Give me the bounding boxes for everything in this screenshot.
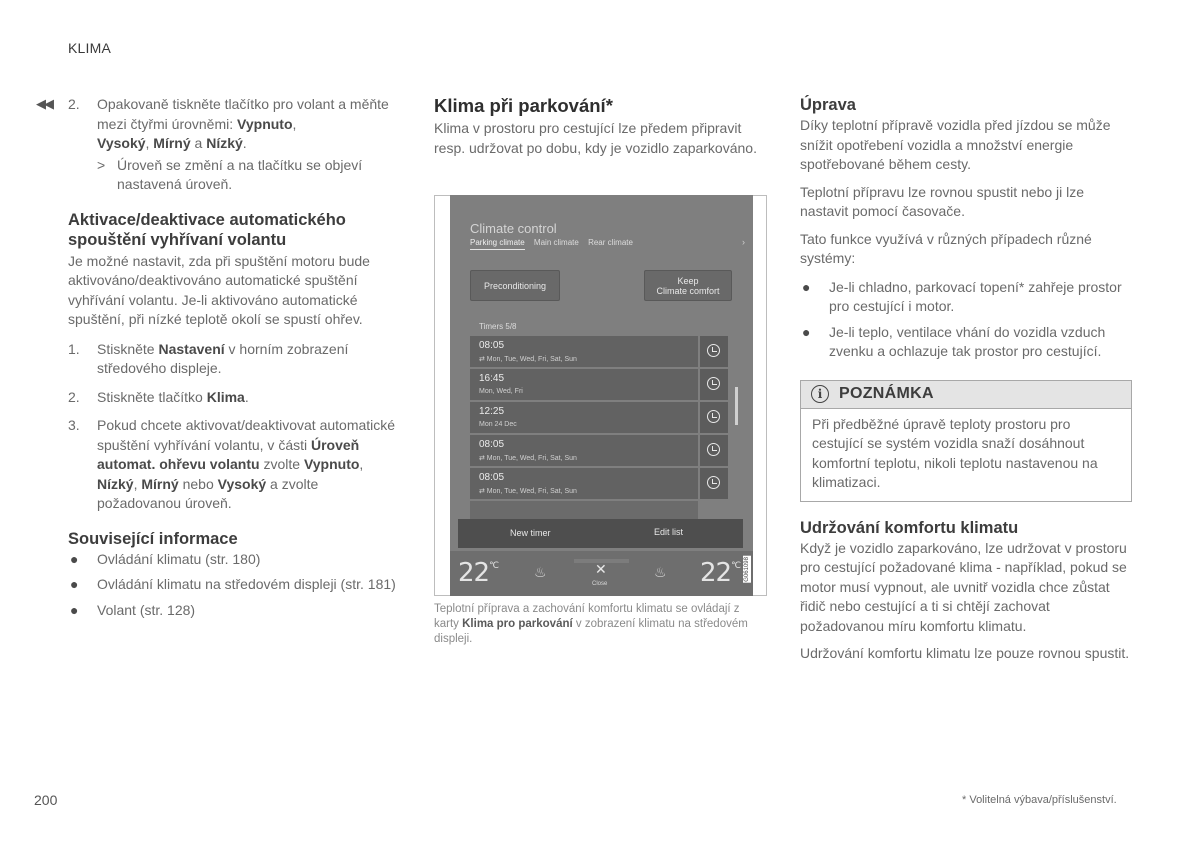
timer-row[interactable]	[470, 435, 698, 466]
option-label: Vysoký	[217, 475, 267, 492]
timer-days: ⇄ Mon, Tue, Wed, Fri, Sat, Sun	[479, 455, 577, 462]
step-number: 3.	[68, 417, 80, 433]
step-text: .	[244, 388, 249, 405]
bullet-icon: ●	[802, 323, 811, 340]
timer-toggle-button[interactable]	[700, 336, 728, 367]
option-label: Vypnuto	[303, 456, 360, 472]
option-label: Mírný	[153, 135, 191, 151]
tab-main-climate[interactable]: Main climate	[533, 238, 579, 247]
step-text: Stiskněte tlačítko	[97, 388, 207, 405]
step-text: v horním zobrazení středového displeje.	[97, 340, 349, 376]
close-label: Close	[592, 581, 608, 587]
option-label: Nízký	[97, 475, 134, 492]
info-icon: i	[811, 385, 829, 403]
separator: nebo	[178, 475, 218, 492]
timer-clock-icon	[707, 410, 720, 423]
timer-clock-icon	[707, 476, 720, 489]
screen-tabs	[470, 238, 640, 247]
related-link[interactable]	[68, 575, 398, 595]
caption-text: Teplotní příprava a zachování komfortu klimatu se ovládají z karty	[434, 603, 740, 630]
temp-unit: °C	[489, 561, 498, 571]
option-label: Nízký	[206, 135, 243, 151]
step-3	[68, 416, 398, 514]
center-display-screenshot	[450, 195, 753, 596]
temp-unit: °C	[731, 561, 740, 571]
note-text: Při předběžné úpravě teploty prostoru pro cestující se systém vozidla snaží dosáhnout komfortní teplotu, nikoli teplotu nastavenou na klimatizaci.	[812, 415, 1098, 490]
step-number: 2.	[68, 96, 80, 112]
column-left	[68, 95, 398, 620]
timer-days: ⇄ Mon, Tue, Wed, Fri, Sat, Sun	[479, 488, 577, 495]
menu-label: Nastavení	[158, 340, 225, 357]
note-box	[800, 380, 1132, 502]
climate-bar	[450, 551, 753, 596]
chevron-right-icon[interactable]: ›	[742, 237, 745, 247]
edit-list-button[interactable]: Edit list	[654, 527, 684, 537]
temp-left[interactable]	[458, 558, 498, 588]
separator: ,	[133, 475, 142, 492]
bullet-icon: ●	[802, 278, 811, 295]
step-2b	[68, 388, 398, 408]
step-text: Stiskněte	[97, 340, 159, 357]
section-header: KLIMA	[68, 40, 112, 56]
section-heading: Udržování komfortu klimatu	[800, 518, 1019, 537]
tab-parking-climate[interactable]: Parking climate	[470, 238, 525, 250]
timer-time: 08:05	[479, 472, 505, 483]
section-heading: Úprava	[800, 96, 856, 114]
step-2	[68, 95, 398, 154]
list-item	[800, 323, 1132, 362]
section-heading: Aktivace/deaktivace automatického spouštění vyhřívaní volantu	[68, 210, 346, 249]
paragraph: Je možné nastavit, zda při spuštění motoru bude aktivováno/deaktivováno automatické spuštění vyhřívání volantu. Je-li aktivováno automatické spuštění, při nízké teplotě okolí se spustí ohřev.	[68, 252, 370, 327]
timer-toggle-button[interactable]	[700, 435, 728, 466]
timer-clock-icon	[707, 344, 720, 357]
timer-toggle-button[interactable]	[700, 369, 728, 400]
option-label: Mírný	[141, 475, 179, 492]
paragraph: Udržování komfortu klimatu lze pouze rovnou spustit.	[800, 645, 1130, 661]
paragraph: Teplotní přípravu lze rovnou spustit nebo ji lze nastavit pomocí časovače.	[800, 183, 1085, 219]
related-link-text[interactable]: Ovládání klimatu na středovém displeji (str. 181)	[97, 576, 396, 592]
step-1	[68, 340, 398, 379]
timer-row[interactable]	[470, 336, 698, 367]
column-middle	[434, 95, 769, 158]
temp-value: 22	[700, 558, 732, 588]
footnote: * Volitelná výbava/příslušenství.	[962, 794, 1117, 806]
button-label: Preconditioning	[483, 280, 547, 291]
related-link[interactable]	[68, 550, 398, 570]
keep-climate-comfort-button[interactable]	[644, 270, 732, 301]
step-text: Pokud chcete aktivovat/deaktivovat automatické spuštění vyhřívání volantu, v části	[97, 417, 396, 453]
separator: ,	[292, 115, 297, 132]
separator: ,	[145, 135, 154, 151]
timer-toggle-button[interactable]	[700, 402, 728, 433]
button-label: Climate comfort	[656, 285, 720, 296]
bullet-icon: ●	[70, 550, 79, 567]
list-item	[800, 278, 1132, 317]
timer-action-bar	[458, 519, 743, 548]
temp-value: 22	[458, 558, 490, 588]
timer-time: 16:45	[479, 373, 505, 384]
button-label: Keep	[677, 275, 699, 286]
option-label: Vypnuto	[237, 115, 293, 132]
caption-bold: Klima pro parkování	[462, 618, 573, 630]
timer-time: 08:05	[479, 340, 505, 351]
timer-days: Mon, Wed, Fri	[479, 388, 523, 395]
separator: ,	[359, 456, 364, 472]
related-heading: Související informace	[68, 529, 238, 548]
timers-scrollbar[interactable]	[735, 387, 738, 425]
timer-row[interactable]	[470, 402, 698, 433]
seat-heat-right-icon[interactable]: ♨	[654, 564, 667, 580]
page-title: Klima při parkování*	[434, 95, 613, 116]
column-right	[800, 95, 1132, 664]
step-number: 2.	[68, 388, 80, 405]
related-link-text[interactable]: Ovládání klimatu (str. 180)	[97, 550, 261, 567]
separator: .	[242, 135, 247, 151]
bullet-icon: ●	[70, 601, 79, 618]
timer-clock-icon	[707, 443, 720, 456]
bullet-icon: ●	[70, 576, 79, 592]
note-title: POZNÁMKA	[839, 385, 934, 402]
step-text: a zvolte požadovanou úroveň.	[97, 475, 319, 511]
note-body	[801, 409, 1131, 501]
menu-label: Úroveň automat. ohřevu volantu	[97, 436, 360, 472]
page-number: 200	[34, 792, 58, 808]
step-text: Opakovaně tiskněte tlačítko pro volant a měňte mezi čtyřmi úrovněmi:	[97, 96, 389, 132]
temp-right[interactable]	[700, 558, 740, 588]
timer-days: Mon 24 Dec	[479, 421, 517, 428]
timer-row[interactable]	[470, 369, 698, 400]
separator: a	[190, 135, 207, 151]
timer-row[interactable]	[470, 468, 698, 499]
timer-toggle-button[interactable]	[700, 468, 728, 499]
list-item-text: Je-li chladno, parkovací topení* zahřeje prostor pro cestující i motor.	[829, 278, 1122, 314]
note-header	[801, 381, 1131, 409]
step-number: 1.	[68, 340, 80, 357]
timer-time: 08:05	[479, 439, 505, 450]
list-item-text: Je-li teplo, ventilace vhání do vozidla vzduch zvenku a ochlazuje tak prostor pro cestující.	[829, 323, 1106, 359]
paragraph: Díky teplotní přípravě vozidla před jízdou se může snížit opotřebení vozidla a množství energie spotřebované během cesty.	[800, 117, 1111, 172]
tab-rear-climate[interactable]: Rear climate	[588, 238, 633, 247]
timer-clock-icon	[707, 377, 720, 390]
paragraph: Tato funkce využívá v různých případech různé systémy:	[800, 230, 1092, 266]
result-arrow-icon: >	[97, 156, 106, 173]
related-link-text[interactable]: Volant (str. 128)	[97, 601, 196, 618]
preconditioning-button[interactable]	[470, 270, 560, 301]
seat-heat-left-icon[interactable]: ♨	[534, 564, 547, 580]
screen-title: Climate control	[470, 221, 557, 236]
timer-row-partial	[470, 501, 698, 519]
timer-days: ⇄ Mon, Tue, Wed, Fri, Sat, Sun	[479, 356, 577, 363]
paragraph: Když je vozidlo zaparkováno, lze udržovat v prostoru pro cestující požadované klima - například, pokud se motor musí vypnout, ale uvnitř vozidla chce zůstat řidič nebo cestující a ti si chtějí zachovat požadovanou míru komfortu klimatu.	[800, 539, 1127, 634]
result-text: Úroveň se změní a na tlačítku se objeví nastavená úroveň.	[117, 156, 363, 192]
figure-caption	[434, 602, 767, 647]
step-result	[97, 156, 398, 195]
timer-time: 12:25	[479, 406, 505, 417]
option-label: Vysoký	[97, 135, 146, 151]
menu-label: Klima	[206, 388, 245, 405]
intro-paragraph: Klima v prostoru pro cestující lze předem připravit resp. udržovat po dobu, kdy je vozidlo zaparkováno.	[434, 120, 757, 156]
related-link[interactable]	[68, 601, 398, 621]
close-icon[interactable]: ✕	[595, 561, 607, 577]
caption-text: v zobrazení klimatu na středovém displeji.	[434, 618, 748, 645]
new-timer-button[interactable]: New timer	[510, 528, 551, 538]
image-code: G061098	[744, 557, 750, 582]
step-text: zvolte	[259, 456, 304, 472]
timers-count: Timers 5/8	[479, 322, 517, 331]
back-arrows-icon[interactable]: ◀◀	[36, 96, 52, 111]
